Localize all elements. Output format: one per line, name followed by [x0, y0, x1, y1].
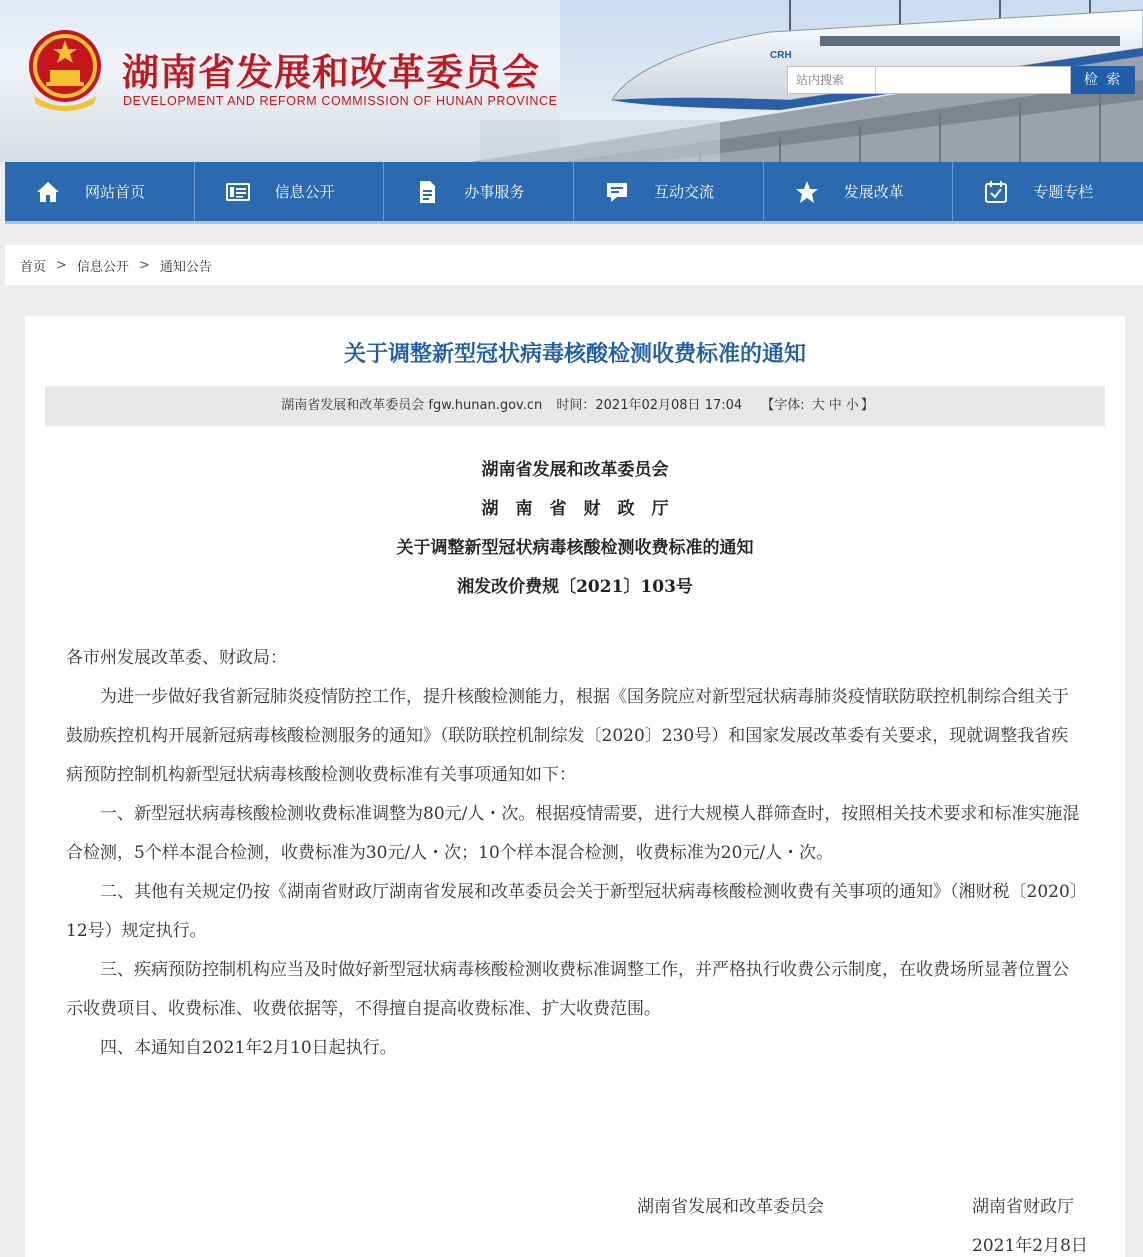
breadcrumb-separator: > — [138, 257, 150, 273]
salutation: 各市州发展改革委、财政局： — [66, 648, 287, 668]
nav-item-info[interactable] — [195, 162, 385, 221]
paragraph: 为进一步做好我省新冠肺炎疫情防控工作，提升核酸检测能力，根据《国务院应对新型冠状病毒肺炎疫情联防联控机制综合组关于鼓励疾控机构开展新冠病毒核酸检测服务的通知》（联防联控机制综发〔2020〕230号）和国家发展改革委有关要求，现就调整我省疾病预防控制机构新型冠状病毒核酸检测收费标准有关事项通知如下： — [66, 687, 1069, 785]
paragraph: 三、疾病预防控制机构应当及时做好新型冠状病毒核酸检测收费标准调整工作，并严格执行收费公示制度，在收费场所显著位置公示收费项目、收费标准、收费依据等，不得擅自提高收费标准、扩大收费范围。 — [66, 960, 1069, 1019]
search-box — [787, 66, 1071, 94]
doc-number: 湘发改价费规〔2021〕103号 — [457, 577, 693, 597]
font-size-medium[interactable]: 中 — [828, 398, 842, 413]
home-icon — [35, 179, 61, 205]
nav-item-label: 专题专栏 — [1033, 183, 1094, 201]
font-size-label: 【字体: — [761, 398, 805, 413]
paragraph: 四、本通知自2021年2月10日起执行。 — [100, 1038, 397, 1058]
nav-item-label: 互动交流 — [654, 183, 715, 201]
list-icon — [225, 179, 251, 205]
breadcrumb-separator: > — [56, 257, 67, 273]
signature-org-ndrc: 湖南省发展和改革委员会 — [637, 1197, 824, 1217]
font-size-large[interactable]: 大 — [811, 398, 825, 413]
breadcrumb — [5, 245, 1143, 285]
search-input[interactable] — [788, 67, 876, 93]
nav-item-development[interactable] — [764, 162, 954, 221]
calendar-check-icon — [983, 179, 1009, 205]
article-body — [66, 639, 1085, 1068]
signature-date: 2021年2月8日 — [972, 1236, 1088, 1256]
article-panel — [25, 316, 1125, 1257]
nav-item-home[interactable] — [5, 162, 195, 221]
site-header — [0, 0, 1143, 162]
site-name: 湖南省发展和改革委员会 — [122, 51, 540, 94]
article-source: 湖南省发展和改革委员会 fgw.hunan.gov.cn — [281, 398, 543, 413]
star-icon — [794, 179, 820, 205]
nav-item-services[interactable] — [384, 162, 574, 221]
svg-text:CRH: CRH — [770, 50, 792, 61]
nav-item-label: 网站首页 — [85, 183, 146, 201]
article-meta — [45, 386, 1105, 426]
doc-title: 关于调整新型冠状病毒核酸检测收费标准的通知 — [396, 538, 754, 558]
article-time: 时间：2021年02月08日 17:04 — [556, 398, 743, 413]
chat-icon — [604, 179, 630, 205]
nav-item-label: 信息公开 — [274, 183, 335, 201]
nav-item-label: 发展改革 — [843, 183, 904, 201]
breadcrumb-info[interactable]: 信息公开 — [76, 259, 129, 275]
main-nav — [5, 162, 1143, 224]
signature-org-finance: 湖南省财政厅 — [972, 1197, 1074, 1217]
breadcrumb-notices[interactable]: 通知公告 — [159, 259, 212, 275]
doc-issuer-1: 湖南省发展和改革委员会 — [481, 460, 669, 480]
doc-issuer-2: 湖 南 省 财 政 厅 — [481, 499, 669, 519]
breadcrumb-home[interactable]: 首页 — [20, 259, 47, 275]
nav-item-topics[interactable] — [953, 162, 1143, 221]
font-size-label-end: 】 — [860, 398, 874, 413]
paragraph: 二、其他有关规定仍按《湖南省财政厅湖南省发展和改革委员会关于新型冠状病毒核酸检测收费有关事项的通知》（湘财税〔2020〕12号）规定执行。 — [66, 882, 1079, 941]
document-icon — [414, 179, 440, 205]
font-size-small[interactable]: 小 — [845, 398, 859, 413]
article-title: 关于调整新型冠状病毒核酸检测收费标准的通知 — [343, 342, 806, 367]
paragraph: 一、新型冠状病毒核酸检测收费标准调整为80元/人・次。根据疫情需要，进行大规模人群筛查时，按照相关技术要求和标准实施混合检测，5个样本混合检测，收费标准为30元/人・次；10个样本混合检测，收费标准为20元/人・次。 — [66, 804, 1080, 863]
nav-item-interaction[interactable] — [574, 162, 764, 221]
national-emblem-icon — [24, 26, 106, 112]
nav-item-label: 办事服务 — [464, 183, 525, 201]
search-button[interactable]: 检 索 — [1071, 66, 1135, 94]
site-name-english: DEVELOPMENT AND REFORM COMMISSION OF HUNAN PROVINCE — [123, 94, 558, 108]
